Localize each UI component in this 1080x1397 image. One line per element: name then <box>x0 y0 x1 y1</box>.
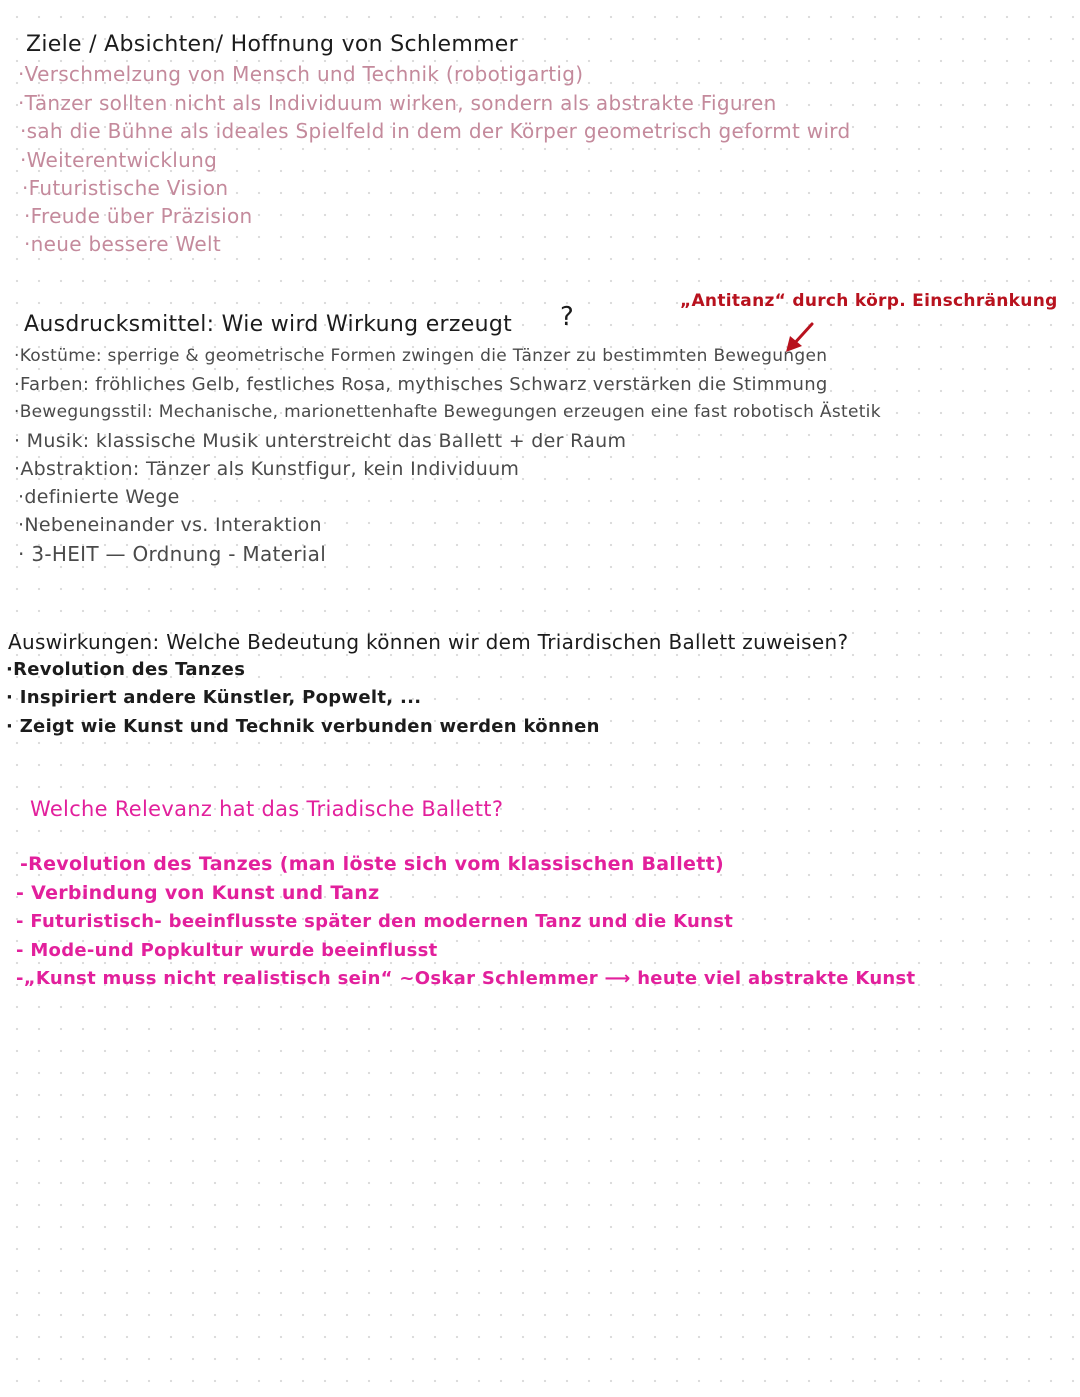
means-item: · Musik: klassische Musik unterstreicht das Ballett + der Raum <box>14 430 627 452</box>
relevance-item: - Mode-und Popkultur wurde beeinflusst <box>16 940 438 961</box>
effects-item: · Zeigt wie Kunst und Technik verbunden werden können <box>6 716 600 737</box>
effects-item: ·Revolution des Tanzes <box>6 659 246 680</box>
antitanz-note: „Antitanz“ durch körp. Einschränkung <box>680 291 1058 311</box>
relevance-title: Welche Relevanz hat das Triadische Ballett? <box>30 797 504 821</box>
effects-item: · Inspiriert andere Künstler, Popwelt, ... <box>6 687 422 708</box>
means-item: ·Nebeneinander vs. Interaktion <box>18 514 322 536</box>
means-item: ·Kostüme: sperrige & geometrische Formen zwingen die Tänzer zu bestimmten Bewegungen <box>14 346 828 366</box>
means-question-mark: ? <box>560 302 575 332</box>
effects-heading: Auswirkungen: Welche Bedeutung können wir dem Triardischen Ballett zuweisen? <box>8 630 849 654</box>
means-item: ·Abstraktion: Tänzer als Kunstfigur, kein Individuum <box>14 458 520 480</box>
means-item: ·Farben: fröhliches Gelb, festliches Rosa, mythisches Schwarz verstärken die Stimmung <box>14 374 828 395</box>
relevance-item: - Verbindung von Kunst und Tanz <box>16 882 380 904</box>
relevance-item: -Revolution des Tanzes (man löste sich vom klassischen Ballett) <box>20 853 724 875</box>
goals-item: ·sah die Bühne als ideales Spielfeld in dem der Körper geometrisch geformt wird <box>20 119 851 143</box>
relevance-item: -„Kunst muss nicht realistisch sein“ ~Oskar Schlemmer ⟶ heute viel abstrakte Kunst <box>16 968 916 989</box>
goals-item: ·Freude über Präzision <box>24 204 253 228</box>
goals-item: ·Verschmelzung von Mensch und Technik (robotigartig) <box>18 62 584 86</box>
means-item: ·Bewegungsstil: Mechanische, marionettenhafte Bewegungen erzeugen eine fast robotisch Ästetik <box>14 402 881 422</box>
means-item: ·definierte Wege <box>18 486 180 508</box>
goals-item: ·Weiterentwicklung <box>20 148 218 172</box>
goals-heading: Ziele / Absichten/ Hoffnung von Schlemmer <box>26 32 518 57</box>
means-heading: Ausdrucksmittel: Wie wird Wirkung erzeugt <box>24 312 513 337</box>
goals-item: ·Tänzer sollten nicht als Individuum wirken, sondern als abstrakte Figuren <box>18 91 777 115</box>
goals-item: ·neue bessere Welt <box>24 232 221 256</box>
means-item: · 3-HEIT — Ordnung - Material <box>18 542 327 566</box>
relevance-item: - Futuristisch- beeinflusste später den modernen Tanz und die Kunst <box>16 911 734 932</box>
goals-item: ·Futuristische Vision <box>22 176 229 200</box>
